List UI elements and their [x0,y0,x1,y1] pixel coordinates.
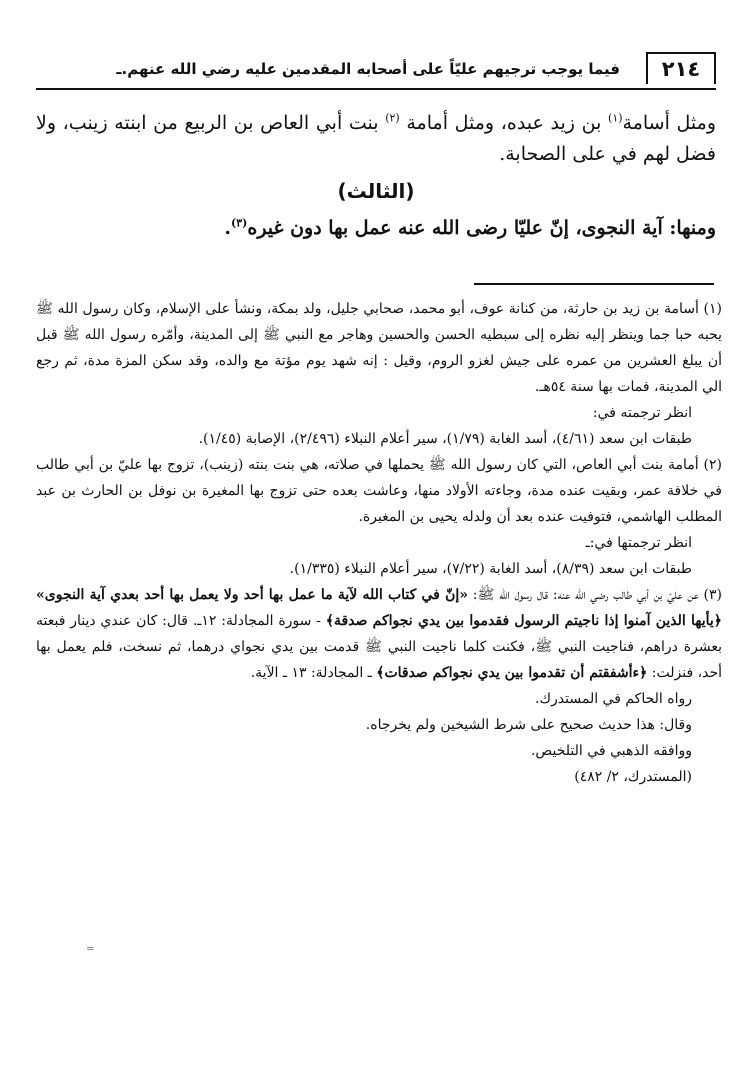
para2-text-a: ومنها: آية النجوى، [568,217,716,239]
paragraph-2 [36,213,716,244]
paragraph-1 [36,108,716,170]
para1-text-c: بنت أبي العاص بن الربيع من ابنته زينب، ولا فضل لهم في على الصحابة. [36,112,716,165]
footnote-1-body: (١) أسامة بن زيد بن حارثة، من كنانة عوف، أبو محمد، صحابي جليل، ولد بمكة، ونشأ على الإسلام، وكان رسول الله ﷺ يحبه حبا جما وينظر إليه نظره إلى سبطيه الحسن والحسين وهاجر مع النبي ﷺ إلى المدينة، وأمّره رسول الله ﷺ قبل أن يبلغ العشرين من عمره على جيش لغزو الروم، وقيل : إنه شهد يوم مؤتة مع والده، وقد سكن المزة مدة، ثم رجع الي المدينة، فمات بها سنة ٥٤هـ. [36,301,722,395]
para2-text-b: إنّ عليّا رضى الله عنه عمل بها دون غيره [247,217,569,239]
footnote-separator [474,283,714,285]
footnote-3-source: رواه الحاكم في المستدرك. [535,691,692,707]
footnote-2-body: (٢) أمامة بنت أبي العاص، التي كان رسول الله ﷺ يحملها في صلاته، هي بنت بنته (زينب)، تزوج بها عليّ بن أبي طالب في خلافة عمر، وبقيت عنده مدة، وجاءته الأولاد منها، وعاشت بعده حتى تزوج بها المغيرة بن نوفل بن الحارث بن عبد المطلب الهاشمي، فتوفيت عنده بعد أن ولدله يحيى بن المغيرة. [36,457,722,525]
footnote-3-verse: ﴿ءأشفقتم أن تقدموا بين يدي نجواكم صدقات﴾ [376,665,648,681]
footnote-3-agreement: ووافقه الذهبي في التلخيص. [530,743,692,759]
footnote-3-body [36,582,722,686]
main-text [36,108,716,244]
footnote-3-hadith: «إنّ في كتاب الله لآية ما عمل بها أحد ولا يعمل بها أحد بعدي آية النجوى» ﴿يأيها الذين آمنوا إذا ناجيتم الرسول فقدموا بين يدي نجواكم صدقة﴾ [36,587,722,629]
scan-mark: = [86,944,95,955]
footnote-1-sources: طبقات ابن سعد (٤/٦١)، أسد الغابة (١/٧٩)، سير أعلام النبلاء (٢/٤٩٦)، الإصابة (١/٤٥). [198,431,692,447]
para1-text-a: ومثل أسامة [622,112,717,134]
footnote-3-grading: وقال: هذا حديث صحيح على شرط الشيخين ولم يخرجاه. [365,717,692,733]
footnote-3-text-b: - سورة المجادلة: ١٢ـ. قال: كان عندي دينار فبعته بعشرة دراهم، فناجيت النبي ﷺ، فكنت كلما ناجيت النبي ﷺ قدمت بين يدي نجواي درهما، ثم نسخت، فلم يعمل بها أحد، فنزلت: [36,613,722,681]
footnote-ref-3: (٣) [231,216,248,230]
footnote-3-text-a: (٣) عن عليّ بن أبي طالب رضي الله عنه: قال رسول الله ﷺ: [468,587,722,603]
footnote-2-sources: طبقات ابن سعد (٨/٣٩)، أسد الغابة (٧/٢٢)، سير أعلام النبلاء (١/٣٣٥). [289,561,692,577]
footnote-ref-1: (١) [608,111,623,125]
running-title: فيما يوجب ترجيهم عليّاً على أصحابه المقدمين عليه رضي الله عنهم.ـ [116,60,620,78]
page-number: ٢١٤ [646,52,716,84]
footnote-3-reference: (المستدرك، ٢/ ٤٨٢) [574,769,692,785]
footnote-3-text-c: ـ المجادلة: ١٣ ـ الآية. [250,665,377,681]
para1-text-b: بن زيد عبده، ومثل أمامة [399,112,609,134]
footnotes [36,296,722,790]
para2-end: . [224,217,231,239]
page-header [36,50,716,90]
footnote-1-see: انظر ترجمته في: [592,405,692,421]
footnote-2-see: انظر ترجمتها في:ـ [585,535,692,551]
section-title: (الثالث) [337,179,415,203]
footnote-ref-2: (٢) [385,111,400,125]
